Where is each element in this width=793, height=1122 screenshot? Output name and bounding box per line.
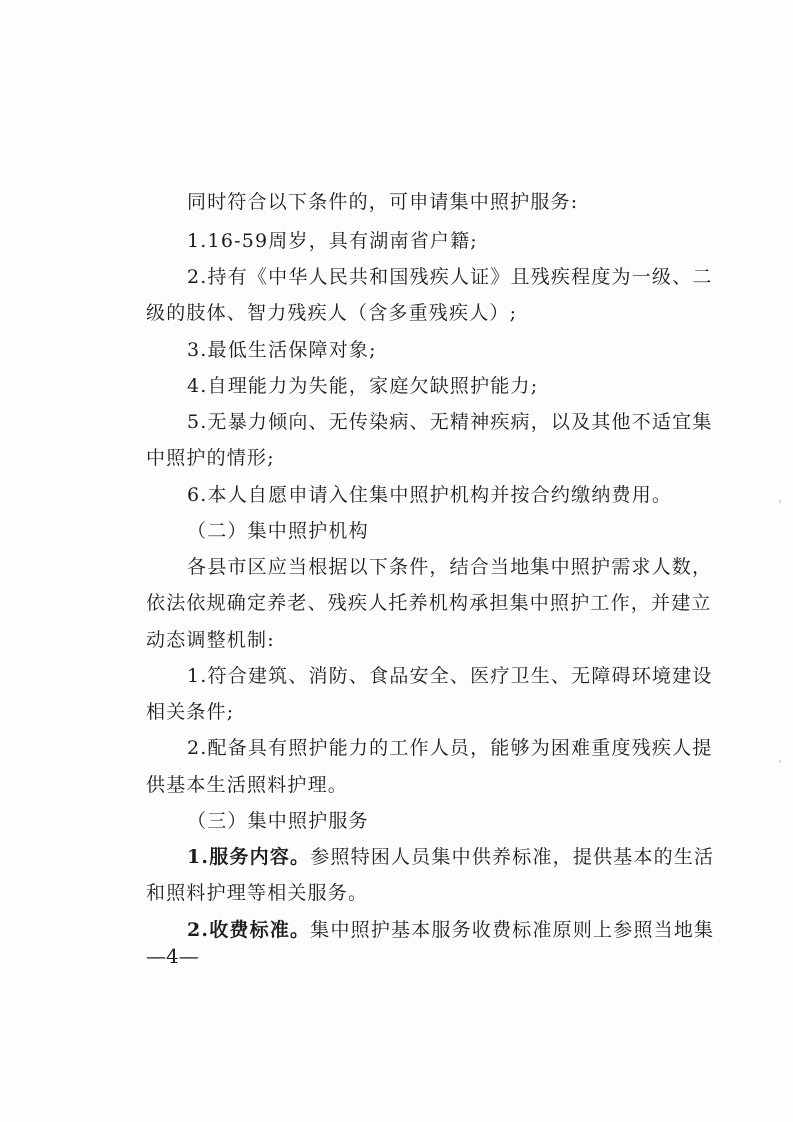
text-line-20: 和照料护理等相关服务。 xyxy=(146,882,369,904)
text-line-4: 级的肢体、智力残疾人（含多重残疾人）; xyxy=(146,302,518,324)
scan-edge-mark xyxy=(779,500,781,503)
text-line-6: 4.自理能力为失能，家庭欠缺照护能力; xyxy=(187,375,539,397)
text-line-11: 各县市区应当根据以下条件，结合当地集中照护需求人数， xyxy=(187,556,713,578)
text-line-8: 中照护的情形; xyxy=(146,447,275,469)
text-line-16: 2.配备具有照护能力的工作人员，能够为困难重度残疾人提 xyxy=(187,737,713,759)
scan-edge-mark xyxy=(779,760,781,763)
service-content-line xyxy=(187,845,714,869)
fee-standard-label: 2.收费标准。 xyxy=(187,919,311,941)
fee-standard-line xyxy=(187,918,714,942)
text-line-14: 1.符合建筑、消防、食品安全、医疗卫生、无障碍环境建设 xyxy=(187,665,713,687)
text-line-5: 3.最低生活保障对象; xyxy=(187,339,377,361)
fee-standard-text: 集中照护基本服务收费标准原则上参照当地集 xyxy=(310,919,715,941)
text-line-3: 2.持有《中华人民共和国残疾人证》且残疾程度为一级、二 xyxy=(187,266,713,288)
text-line-1: 同时符合以下条件的，可申请集中照护服务: xyxy=(187,191,579,213)
text-line-7: 5.无暴力倾向、无传染病、无精神疾病，以及其他不适宜集 xyxy=(187,411,713,433)
text-line-12: 依法依规确定养老、残疾人托养机构承担集中照护工作，并建立 xyxy=(146,592,712,614)
text-line-17: 供基本生活照料护理。 xyxy=(146,774,349,796)
text-line-9: 6.本人自愿申请入住集中照护机构并按合约缴纳费用。 xyxy=(187,484,673,506)
page-number: —4— xyxy=(146,944,199,968)
text-line-13: 动态调整机制: xyxy=(146,629,275,651)
section-heading-2: （二）集中照护机构 xyxy=(187,520,369,542)
text-line-2: 1.16-59周岁，具有湖南省户籍; xyxy=(187,230,478,252)
section-heading-3: （三）集中照护服务 xyxy=(187,810,369,832)
service-content-text: 参照特困人员集中供养标准，提供基本的生活 xyxy=(310,846,715,868)
service-content-label: 1.服务内容。 xyxy=(187,846,311,868)
text-line-15: 相关条件; xyxy=(146,701,235,723)
